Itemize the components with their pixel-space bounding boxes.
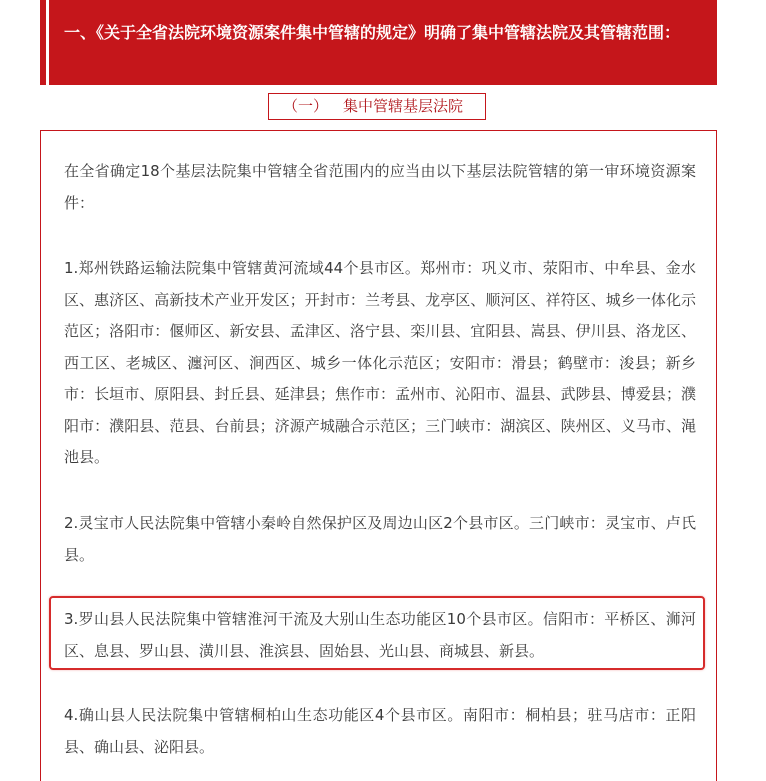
court-item-4: 4.确山县人民法院集中管辖桐柏山生态功能区4个县市区。南阳市：桐柏县；驻马店市：正阳县、确山县、泌阳县。 xyxy=(64,706,696,756)
section-title: 一、《关于全省法院环境资源案件集中管辖的规定》明确了集中管辖法院及其管辖范围： xyxy=(64,23,681,42)
court-item-1: 1.郑州铁路运输法院集中管辖黄河流域44个县市区。郑州市：巩义市、荥阳市、中牟县、金水区、惠济区、高新技术产业开发区；开封市：兰考县、龙亭区、顺河区、祥符区、城乡一体化示范区；洛阳市：偃师区、新安县、孟津区、洛宁县、栾川县、宜阳县、嵩县、伊川县、洛龙区、西工区、老城区、瀍河区、涧西区、城乡一体化示范区；安阳市：滑县；鹤壁市：浚县；新乡市：长垣市、原阳县、封丘县、延津县；焦作市：孟州市、沁阳市、温县、武陟县、博爱县；濮阳市：濮阳县、范县、台前县；济源产城融合示范区；三门峡市：湖滨区、陕州区、义马市、渑池县。 xyxy=(64,259,696,466)
highlight-annotation-box xyxy=(49,596,705,670)
subsection-label: 集中管辖基层法院 xyxy=(343,97,464,115)
subsection-number: （一） xyxy=(283,97,329,115)
subsection-header xyxy=(268,93,486,120)
court-item-2: 2.灵宝市人民法院集中管辖小秦岭自然保护区及周边山区2个县市区。三门峡市：灵宝市、卢氏县。 xyxy=(64,514,696,564)
banner-accent-stripe xyxy=(46,0,49,85)
court-item-3: 3.罗山县人民法院集中管辖淮河干流及大别山生态功能区10个县市区。信阳市：平桥区、浉河区、息县、罗山县、潢川县、淮滨县、固始县、光山县、商城县、新县。 xyxy=(64,610,696,660)
intro-paragraph: 在全省确定18个基层法院集中管辖全省范围内的应当由以下基层法院管辖的第一审环境资源案件： xyxy=(64,162,696,212)
